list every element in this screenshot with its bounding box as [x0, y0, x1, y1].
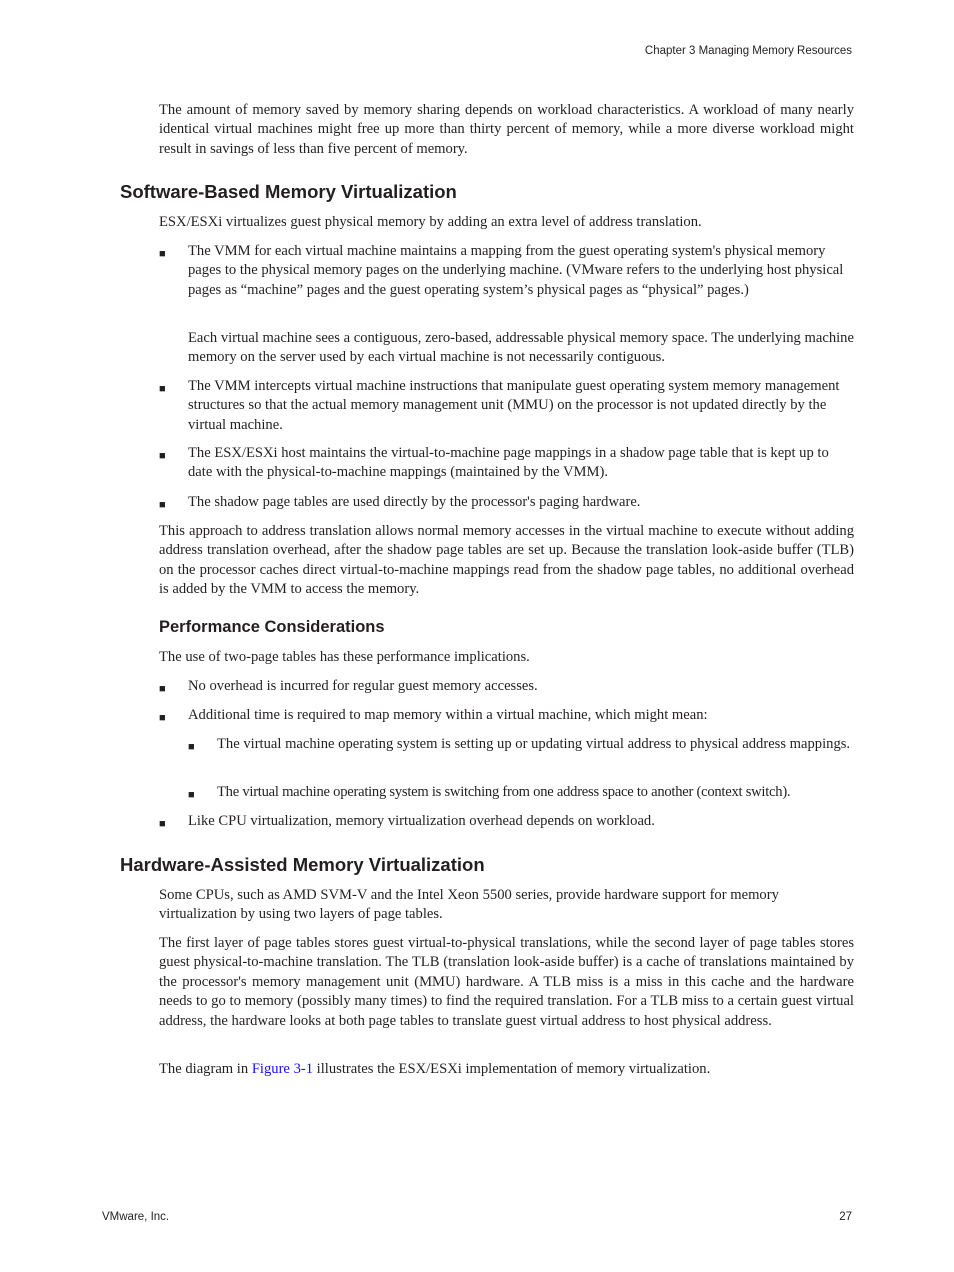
bullet-icon: ■: [188, 741, 195, 753]
section2-para-3: [159, 1060, 854, 1079]
bullet-icon: ■: [159, 450, 166, 462]
subsection-heading-performance: Performance Considerations: [159, 618, 385, 636]
performance-sub-bullet-2: The virtual machine operating system is switching from one address space to another (context switch).: [217, 784, 791, 800]
bullet-icon: ■: [159, 248, 166, 260]
bullet-icon: ■: [159, 499, 166, 511]
para3-text-before: The diagram in: [159, 1061, 252, 1077]
section1-closing: This approach to address translation allows normal memory accesses in the virtual machine to execute without adding address translation overhead, after the shadow page tables are set up. Because the translation look-aside buffer (TLB) on the processor caches direct virtual-to-machine mappings read from the shadow page tables, no additional overhead is added by the VMM to access the memory.: [159, 523, 854, 598]
intro-paragraph: The amount of memory saved by memory sharing depends on workload characteristics. A workload of many nearly identical virtual machines might free up more than thirty percent of memory, while a more diverse workload might result in savings of less than five percent of memory.: [159, 102, 854, 157]
bullet-icon: ■: [159, 818, 166, 830]
section1-intro: ESX/ESXi virtualizes guest physical memory by adding an extra level of address translation.: [159, 214, 702, 230]
subsection-intro: The use of two-page tables has these performance implications.: [159, 649, 530, 665]
bullet-icon: ■: [159, 712, 166, 724]
bullet-icon: ■: [159, 683, 166, 695]
bullet-icon: ■: [159, 383, 166, 395]
performance-bullet-3: Like CPU virtualization, memory virtualization overhead depends on workload.: [188, 813, 655, 829]
bullet-icon: ■: [188, 789, 195, 801]
section2-para-1: Some CPUs, such as AMD SVM-V and the Intel Xeon 5500 series, provide hardware support for memory virtualization by using two layers of page tables.: [159, 887, 779, 923]
section-heading-software: Software-Based Memory Virtualization: [120, 181, 457, 202]
section1-bullet-3: The ESX/ESXi host maintains the virtual-to-machine page mappings in a shadow page table that is kept up to date with the physical-to-machine mappings (maintained by the VMM).: [188, 445, 829, 481]
performance-bullet-2: Additional time is required to map memory within a virtual machine, which might mean:: [188, 707, 708, 723]
section1-bullet-1: The VMM for each virtual machine maintains a mapping from the guest operating system's physical memory pages to the physical memory pages on the underlying machine. (VMware refers to the underlying host physical pages as “machine” pages and the guest operating system’s physical pages as “physical” pages.): [188, 243, 844, 298]
running-header: Chapter 3 Managing Memory Resources: [644, 45, 852, 57]
figure-3-1-link[interactable]: Figure 3-1: [251, 1061, 314, 1077]
section1-bullet-4: The shadow page tables are used directly by the processor's paging hardware.: [188, 494, 641, 510]
performance-sub-bullet-1: The virtual machine operating system is setting up or updating virtual address to physical address mappings.: [217, 736, 851, 752]
section1-bullet-1-followup: Each virtual machine sees a contiguous, zero-based, addressable physical memory space. The underlying machine memory on the server used by each virtual machine is not necessarily contiguous.: [188, 330, 854, 366]
section1-bullet-2: The VMM intercepts virtual machine instructions that manipulate guest operating system memory management structures so that the actual memory management unit (MMU) on the processor is not updated directly by the virtual machine.: [188, 378, 840, 433]
section-heading-hardware: Hardware-Assisted Memory Virtualization: [120, 854, 485, 875]
footer-company: VMware, Inc.: [102, 1211, 170, 1223]
footer-page-number: 27: [839, 1211, 852, 1223]
section2-para-2: The first layer of page tables stores guest virtual-to-physical translations, while the second layer of page tables stores guest physical-to-machine translation. The TLB (translation look-aside buffer) is a cache of translations maintained by the processor's memory management unit (MMU) hardware. A TLB miss is a miss in this cache and the hardware needs to go to memory (possibly many times) to find the required translation. For a TLB miss to a certain guest virtual address, the hardware looks at both page tables to translate guest virtual address to host physical address.: [159, 935, 854, 1029]
performance-bullet-1: No overhead is incurred for regular guest memory accesses.: [188, 678, 538, 694]
para3-text-after: illustrates the ESX/ESXi implementation of memory virtualization.: [313, 1061, 711, 1077]
